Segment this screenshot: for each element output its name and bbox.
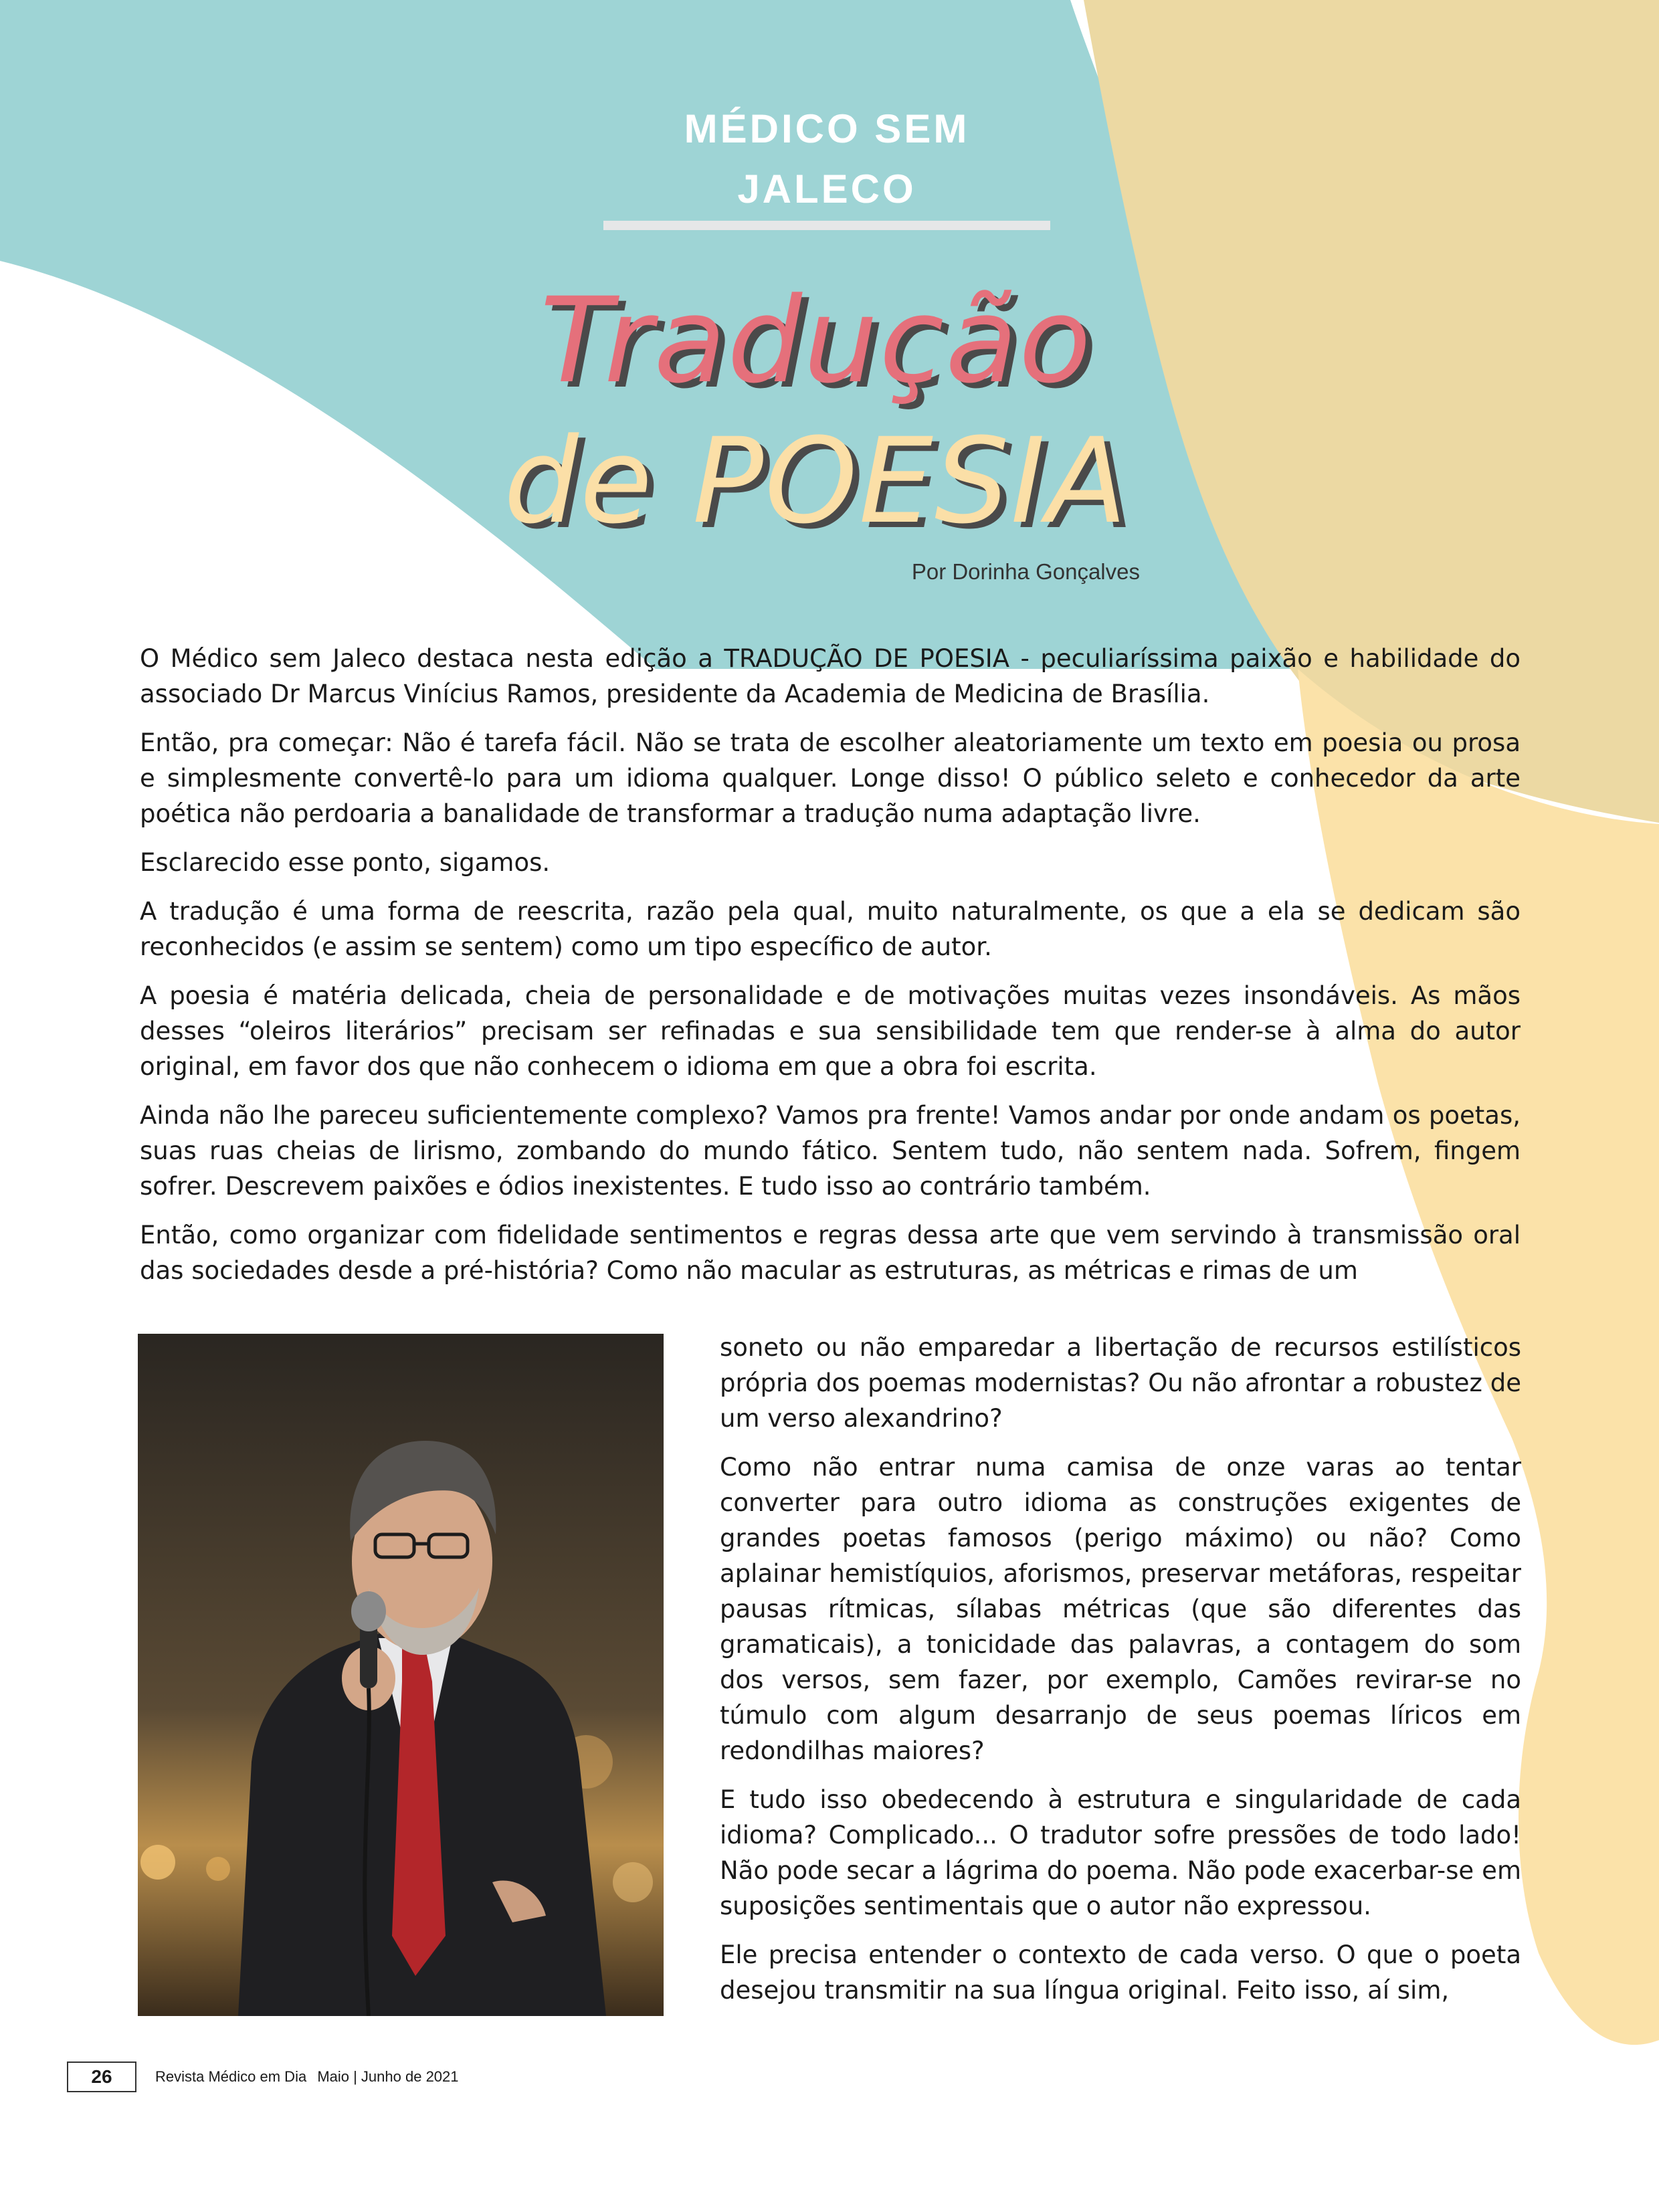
- speaker-photo: [138, 1334, 664, 2016]
- paragraph: Ainda não lhe pareceu suficientemente complexo? Vamos pra frente! Vamos andar por onde andam os poetas, suas ruas cheias de lirismo, zombando do mundo fático. Sentem tudo, não sentem nada. Sofrem, fingem sofrer. Descrevem paixões e ódios inexistentes. E tudo isso ao contrário também.: [140, 1101, 1521, 1201]
- paragraph: A tradução é uma forma de reescrita, razão pela qual, muito naturalmente, os que a ela se dedicam são reconhecidos (e assim se sentem) como um tipo específico de autor.: [140, 897, 1521, 961]
- paragraph: Então, pra começar: Não é tarefa fácil. Não se trata de escolher aleatoriamente um texto em poesia ou prosa e simplesmente convertê-lo para um idioma qualquer. Longe disso! O público seleto e conhecedor da arte poética não perdoaria a banalidade de transformar a tradução numa adaptação livre.: [140, 728, 1521, 828]
- intro-text: [140, 641, 1521, 1302]
- byline: Por Dorinha Gonçalves: [911, 559, 1140, 584]
- paragraph: Então, como organizar com fidelidade sentimentos e regras dessa arte que vem servindo à transmissão oral das sociedades desde a pré-história? Como não macular as estruturas, as métricas e rimas de um: [140, 1221, 1521, 1285]
- paragraph: Ele precisa entender o contexto de cada verso. O que o poeta desejou transmitir na sua língua original. Feito isso, aí sim,: [720, 1940, 1521, 2005]
- paragraph: Como não entrar numa camisa de onze varas ao tentar converter para outro idioma as construções exigentes de grandes poetas famosos (perigo máximo) ou não? Como aplainar hemistíquios, aforismos, preservar metáforas, respeitar pausas rítmicas, sílabas métricas (que são diferentes das gramaticais), a tonicidade das palavras, a contagem do som dos versos, sem fazer, por exemplo, Camões revirar-se no túmulo com algum desarranjo de seus poemas líricos em redondilhas maiores?: [720, 1453, 1521, 1765]
- right-column-text: [720, 1330, 1521, 2021]
- headline-line-2: de POESIA: [504, 413, 1129, 550]
- paragraph: E tudo isso obedecendo à estrutura e singularidade de cada idioma? Complicado... O tradutor sofre pressões de todo lado! Não pode secar a lágrima do poema. Não pode exacerbar-se em suposições sentimentais que o autor não expressou.: [720, 1785, 1521, 1920]
- section-underline: [603, 221, 1050, 230]
- headline: [401, 261, 1231, 562]
- paragraph: Esclarecido esse ponto, sigamos.: [140, 848, 551, 877]
- issue-date: Maio | Junho de 2021: [317, 2068, 459, 2085]
- paragraph: soneto ou não emparedar a libertação de recursos estilísticos própria dos poemas modernistas? Ou não afrontar a robustez de um verso alexandrino?: [720, 1333, 1521, 1433]
- magazine-name: Revista Médico em Dia: [155, 2068, 307, 2085]
- footer-publication: [155, 2068, 466, 2086]
- paragraph: O Médico sem Jaleco destaca nesta edição a TRADUÇÃO DE POESIA - peculiaríssima paixão e habilidade do associado Dr Marcus Vinícius Ramos, presidente da Academia de Medicina de Brasília.: [140, 644, 1521, 708]
- section-header: [603, 99, 1050, 230]
- headline-line-1: Tradução: [540, 272, 1092, 409]
- section-title: MÉDICO SEM JALECO: [684, 106, 970, 211]
- paragraph: A poesia é matéria delicada, cheia de personalidade e de motivações muitas vezes insondáveis. As mãos desses “oleiros literários” precisam ser refinadas e sua sensibilidade tem que render-se à alma do autor original, em favor dos que não conhecem o idioma em que a obra foi escrita.: [140, 981, 1521, 1081]
- page-number: 26: [67, 2062, 136, 2092]
